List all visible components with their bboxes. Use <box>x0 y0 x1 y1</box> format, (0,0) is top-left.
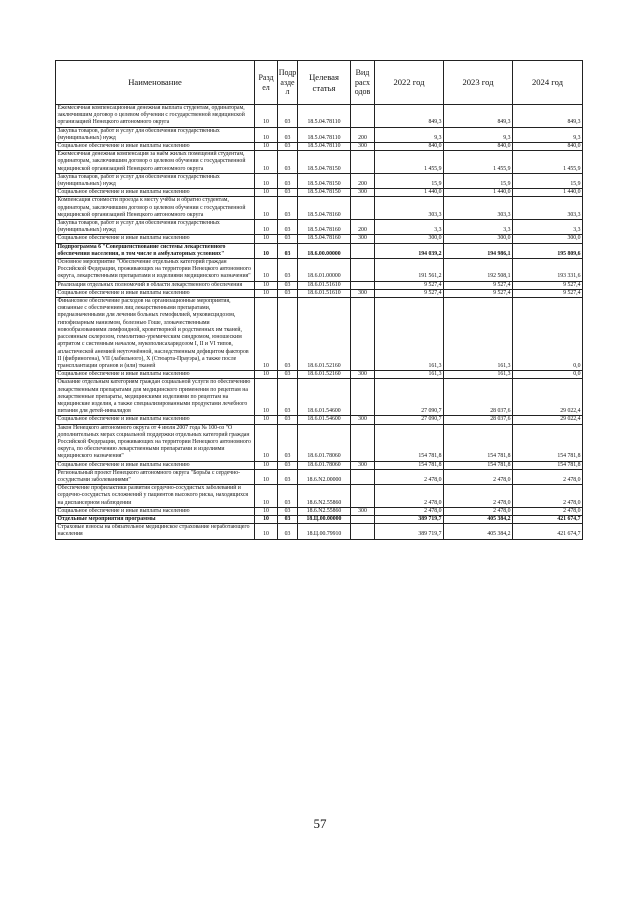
cell-subsection: 03 <box>278 507 298 515</box>
cell-value-2023: 849,3 <box>444 105 513 128</box>
cell-subsection: 03 <box>278 197 298 220</box>
cell-value-2022: 389 719,7 <box>375 515 444 523</box>
cell-subsection: 03 <box>278 105 298 128</box>
cell-section: 10 <box>255 151 278 174</box>
cell-value-2022: 300,0 <box>375 235 444 243</box>
table-row <box>56 379 583 416</box>
cell-expense-type <box>351 379 375 416</box>
cell-expense-type <box>351 281 375 289</box>
cell-expense-type <box>351 105 375 128</box>
cell-value-2024: 9 527,4 <box>513 289 583 297</box>
cell-name: Страховые взносы на обязательное медицинское страхование неработающего населения <box>56 524 255 539</box>
cell-value-2024: 29 022,4 <box>513 416 583 424</box>
cell-value-2023: 840,0 <box>444 143 513 151</box>
cell-expense-type <box>351 524 375 539</box>
cell-section: 10 <box>255 289 278 297</box>
cell-name: Финансовое обеспечение расходов на организационные мероприятия, связанные с обеспечением лиц лекарственными препаратами, предназначенными для лечения больных гемофилией, муковисцидозом, гипофизарным нанизмом, болезнью Гоше, злокачественными новообразованиями лимфоидной, кроветворной и родственных им тканей, рассеянным склерозом, гемолитико-уремическим синдромом, юношеским артритом с системным началом, мукополисахаридозом I, II и VI типов, апластической анемией неуточнённой, наследственным дефицитом факторов II (фибриногена), VII (лабильного), X (Стюарта-Прауэра), а также после трансплантации органов и (или) тканей <box>56 298 255 371</box>
cell-expense-type: 300 <box>351 235 375 243</box>
cell-value-2022: 161,3 <box>375 371 444 379</box>
table-row <box>56 127 583 142</box>
cell-target-article: 18.6.01.54600 <box>298 379 351 416</box>
cell-value-2022: 840,0 <box>375 143 444 151</box>
cell-target-article: 18.5.04.78160 <box>298 235 351 243</box>
cell-name: Ежемесячная денежная компенсация за наём жилых помещений студентам, ординаторам, заключившим договор о целевом обучении с государственной медицинской организацией Ненецкого автономного округа <box>56 151 255 174</box>
cell-value-2022: 154 781,8 <box>375 424 444 461</box>
cell-subsection: 03 <box>278 151 298 174</box>
cell-section: 10 <box>255 235 278 243</box>
cell-section: 10 <box>255 243 278 258</box>
cell-expense-type <box>351 197 375 220</box>
cell-expense-type: 300 <box>351 461 375 469</box>
cell-value-2024: 2 478,0 <box>513 507 583 515</box>
cell-section: 10 <box>255 515 278 523</box>
cell-section: 10 <box>255 424 278 461</box>
cell-subsection: 03 <box>278 220 298 235</box>
cell-subsection: 03 <box>278 416 298 424</box>
cell-target-article: 18.6.01.52160 <box>298 298 351 371</box>
header-subsection: Подр азде л <box>278 61 298 105</box>
cell-value-2024: 9,3 <box>513 127 583 142</box>
cell-value-2022: 1 455,9 <box>375 151 444 174</box>
cell-target-article: 18.6.N2.00000 <box>298 469 351 484</box>
table-row <box>56 461 583 469</box>
cell-subsection: 03 <box>278 515 298 523</box>
table-body <box>56 105 583 540</box>
cell-value-2022: 9,3 <box>375 127 444 142</box>
cell-section: 10 <box>255 469 278 484</box>
cell-name: Социальное обеспечение и иные выплаты населению <box>56 507 255 515</box>
cell-value-2023: 9 527,4 <box>444 289 513 297</box>
cell-subsection: 03 <box>278 424 298 461</box>
cell-section: 10 <box>255 189 278 197</box>
cell-value-2023: 28 037,6 <box>444 416 513 424</box>
cell-value-2024: 2 478,0 <box>513 469 583 484</box>
cell-name: Закупка товаров, работ и услуг для обеспечения государственных (муниципальных) нужд <box>56 173 255 188</box>
cell-expense-type <box>351 515 375 523</box>
cell-value-2024: 0,0 <box>513 298 583 371</box>
cell-target-article: 18.5.04.78110 <box>298 105 351 128</box>
budget-table <box>55 60 583 540</box>
cell-name: Социальное обеспечение и иные выплаты населению <box>56 143 255 151</box>
cell-expense-type <box>351 485 375 508</box>
cell-name: Социальное обеспечение и иные выплаты населению <box>56 371 255 379</box>
cell-section: 10 <box>255 259 278 282</box>
cell-value-2022: 9 527,4 <box>375 289 444 297</box>
cell-target-article: 18.6.01.52160 <box>298 371 351 379</box>
cell-expense-type <box>351 243 375 258</box>
cell-expense-type: 200 <box>351 127 375 142</box>
cell-value-2024: 15,9 <box>513 173 583 188</box>
cell-section: 10 <box>255 507 278 515</box>
table-header-row <box>56 61 583 105</box>
cell-value-2022: 303,3 <box>375 197 444 220</box>
cell-name: Подпрограмма 6 "Совершенствование системы лекарственного обеспечения населения, в том числе в амбулаторных условиях" <box>56 243 255 258</box>
cell-expense-type <box>351 151 375 174</box>
cell-target-article: 18.6.01.78060 <box>298 461 351 469</box>
cell-value-2024: 3,3 <box>513 220 583 235</box>
cell-expense-type <box>351 469 375 484</box>
cell-value-2023: 1 440,0 <box>444 189 513 197</box>
cell-name: Отдельные мероприятия программы <box>56 515 255 523</box>
table-row <box>56 173 583 188</box>
cell-value-2023: 2 478,0 <box>444 469 513 484</box>
cell-section: 10 <box>255 127 278 142</box>
cell-section: 10 <box>255 524 278 539</box>
cell-value-2024: 9 527,4 <box>513 281 583 289</box>
cell-target-article: 18.Ц.00.00000 <box>298 515 351 523</box>
cell-section: 10 <box>255 281 278 289</box>
header-year-2023: 2023 год <box>444 61 513 105</box>
cell-name: Социальное обеспечение и иные выплаты населению <box>56 461 255 469</box>
cell-expense-type: 300 <box>351 371 375 379</box>
cell-target-article: 18.5.04.78150 <box>298 151 351 174</box>
cell-value-2023: 1 455,9 <box>444 151 513 174</box>
cell-expense-type: 200 <box>351 173 375 188</box>
cell-value-2023: 161,3 <box>444 298 513 371</box>
cell-value-2022: 1 440,0 <box>375 189 444 197</box>
cell-subsection: 03 <box>278 461 298 469</box>
cell-section: 10 <box>255 197 278 220</box>
table-row <box>56 151 583 174</box>
cell-value-2023: 9 527,4 <box>444 281 513 289</box>
table-row <box>56 298 583 371</box>
page-number: 57 <box>313 816 327 831</box>
table-row <box>56 515 583 523</box>
cell-subsection: 03 <box>278 371 298 379</box>
cell-section: 10 <box>255 298 278 371</box>
cell-subsection: 03 <box>278 243 298 258</box>
cell-subsection: 03 <box>278 469 298 484</box>
table-row <box>56 220 583 235</box>
cell-value-2023: 405 384,2 <box>444 515 513 523</box>
cell-subsection: 03 <box>278 289 298 297</box>
cell-value-2022: 161,3 <box>375 298 444 371</box>
header-target-article: Целевая статья <box>298 61 351 105</box>
cell-value-2024: 840,0 <box>513 143 583 151</box>
cell-section: 10 <box>255 416 278 424</box>
cell-value-2024: 193 331,6 <box>513 259 583 282</box>
cell-target-article: 18.6.N2.55860 <box>298 507 351 515</box>
cell-section: 10 <box>255 173 278 188</box>
cell-value-2023: 3,3 <box>444 220 513 235</box>
table-row <box>56 189 583 197</box>
cell-subsection: 03 <box>278 524 298 539</box>
cell-value-2023: 2 478,0 <box>444 507 513 515</box>
cell-value-2023: 28 037,6 <box>444 379 513 416</box>
cell-subsection: 03 <box>278 281 298 289</box>
cell-subsection: 03 <box>278 298 298 371</box>
cell-value-2024: 1 440,0 <box>513 189 583 197</box>
cell-value-2022: 154 781,8 <box>375 461 444 469</box>
table-row <box>56 235 583 243</box>
cell-subsection: 03 <box>278 485 298 508</box>
cell-subsection: 03 <box>278 173 298 188</box>
cell-value-2022: 849,3 <box>375 105 444 128</box>
cell-section: 10 <box>255 143 278 151</box>
table-row <box>56 507 583 515</box>
cell-name: Основное мероприятие "Обеспечение отдельных категорий граждан Российской Федерации, проживающих на территории Ненецкого автономного округа, лекарственными препаратами и изделиями медицинского назначения" <box>56 259 255 282</box>
cell-name: Закупка товаров, работ и услуг для обеспечения государственных (муниципальных) нужд <box>56 127 255 142</box>
cell-value-2024: 154 781,8 <box>513 424 583 461</box>
table-row <box>56 143 583 151</box>
cell-value-2022: 27 090,7 <box>375 416 444 424</box>
cell-target-article: 18.6.N2.55860 <box>298 485 351 508</box>
cell-target-article: 18.5.04.78150 <box>298 189 351 197</box>
cell-name: Компенсация стоимости проезда к месту учёбы и обратно студентам, ординаторам, заключившим договор о целевом обучении с государственной медицинской организацией Ненецкого автономного округа <box>56 197 255 220</box>
cell-value-2024: 2 478,0 <box>513 485 583 508</box>
cell-target-article: 18.6.01.00000 <box>298 259 351 282</box>
table-row <box>56 197 583 220</box>
cell-target-article: 18.5.04.78160 <box>298 220 351 235</box>
cell-expense-type <box>351 298 375 371</box>
table-row <box>56 469 583 484</box>
cell-section: 10 <box>255 461 278 469</box>
cell-section: 10 <box>255 105 278 128</box>
cell-section: 10 <box>255 379 278 416</box>
cell-subsection: 03 <box>278 235 298 243</box>
cell-name: Социальное обеспечение и иные выплаты населению <box>56 289 255 297</box>
cell-value-2023: 192 508,1 <box>444 259 513 282</box>
cell-name: Обеспечение профилактики развития сердечно-сосудистых заболеваний и сердечно-сосудистых осложнений у пациентов высокого риска, находящихся на диспансерном наблюдении <box>56 485 255 508</box>
cell-target-article: 18.6.00.00000 <box>298 243 351 258</box>
cell-target-article: 18.5.04.78110 <box>298 127 351 142</box>
cell-value-2022: 3,3 <box>375 220 444 235</box>
cell-value-2022: 2 478,0 <box>375 485 444 508</box>
cell-value-2023: 161,3 <box>444 371 513 379</box>
cell-value-2024: 303,3 <box>513 197 583 220</box>
cell-name: Региональный проект Ненецкого автономного округа "Борьба с сердечно-сосудистыми заболеваниями" <box>56 469 255 484</box>
cell-target-article: 18.5.04.78150 <box>298 173 351 188</box>
cell-value-2024: 154 781,8 <box>513 461 583 469</box>
cell-expense-type: 300 <box>351 507 375 515</box>
cell-value-2022: 15,9 <box>375 173 444 188</box>
table-row <box>56 289 583 297</box>
cell-subsection: 03 <box>278 379 298 416</box>
cell-subsection: 03 <box>278 127 298 142</box>
cell-value-2023: 9,3 <box>444 127 513 142</box>
cell-name: Реализация отдельных полномочий в области лекарственного обеспечения <box>56 281 255 289</box>
cell-value-2024: 29 022,4 <box>513 379 583 416</box>
cell-target-article: 18.6.01.51610 <box>298 281 351 289</box>
cell-value-2024: 421 674,7 <box>513 515 583 523</box>
cell-value-2022: 2 478,0 <box>375 469 444 484</box>
header-name: Наименование <box>56 61 255 105</box>
cell-target-article: 18.6.01.54600 <box>298 416 351 424</box>
table-row <box>56 243 583 258</box>
cell-value-2024: 300,0 <box>513 235 583 243</box>
cell-expense-type: 300 <box>351 143 375 151</box>
cell-value-2023: 300,0 <box>444 235 513 243</box>
table-row <box>56 485 583 508</box>
cell-value-2023: 154 781,8 <box>444 461 513 469</box>
cell-value-2023: 303,3 <box>444 197 513 220</box>
cell-target-article: 18.5.04.78110 <box>298 143 351 151</box>
cell-target-article: 18.Ц.00.79910 <box>298 524 351 539</box>
cell-name: Оказание отдельным категориям граждан социальной услуги по обеспечению лекарственными препаратами для медицинского применения по рецептам на лекарственные препараты, медицинскими изделиями по рецептам на медицинские изделия, а также специализированными продуктами лечебного питания для детей-инвалидов <box>56 379 255 416</box>
cell-name: Социальное обеспечение и иные выплаты населению <box>56 235 255 243</box>
cell-value-2023: 194 986,1 <box>444 243 513 258</box>
cell-section: 10 <box>255 485 278 508</box>
header-year-2024: 2024 год <box>513 61 583 105</box>
header-expense-type: Вид расх одов <box>351 61 375 105</box>
cell-value-2022: 9 527,4 <box>375 281 444 289</box>
header-section: Разд ел <box>255 61 278 105</box>
table-row <box>56 259 583 282</box>
cell-subsection: 03 <box>278 189 298 197</box>
cell-target-article: 18.6.01.78060 <box>298 424 351 461</box>
cell-name: Социальное обеспечение и иные выплаты населению <box>56 189 255 197</box>
table-row <box>56 524 583 539</box>
cell-expense-type <box>351 259 375 282</box>
cell-value-2024: 421 674,7 <box>513 524 583 539</box>
cell-subsection: 03 <box>278 259 298 282</box>
cell-value-2023: 154 781,8 <box>444 424 513 461</box>
cell-section: 10 <box>255 371 278 379</box>
cell-value-2024: 1 455,9 <box>513 151 583 174</box>
cell-target-article: 18.5.04.78160 <box>298 197 351 220</box>
cell-expense-type: 300 <box>351 189 375 197</box>
cell-name: Социальное обеспечение и иные выплаты населению <box>56 416 255 424</box>
cell-expense-type <box>351 424 375 461</box>
cell-value-2024: 849,3 <box>513 105 583 128</box>
cell-value-2022: 2 478,0 <box>375 507 444 515</box>
cell-value-2024: 0,0 <box>513 371 583 379</box>
cell-value-2023: 405 384,2 <box>444 524 513 539</box>
table-row <box>56 424 583 461</box>
cell-expense-type: 300 <box>351 289 375 297</box>
cell-target-article: 18.6.01.51610 <box>298 289 351 297</box>
cell-section: 10 <box>255 220 278 235</box>
cell-name: Закон Ненецкого автономного округа от 4 июля 2007 года № 100-оз "О дополнительных мерах социальной поддержки отдельных категорий граждан Российской Федерации, проживающих на территории Ненецкого автономного округа, по обеспечению лекарственными препаратами и изделиями медицинского назначения" <box>56 424 255 461</box>
cell-expense-type: 300 <box>351 416 375 424</box>
cell-value-2023: 15,9 <box>444 173 513 188</box>
cell-value-2024: 195 809,6 <box>513 243 583 258</box>
table-row <box>56 416 583 424</box>
cell-expense-type: 200 <box>351 220 375 235</box>
cell-value-2022: 194 039,2 <box>375 243 444 258</box>
table-row <box>56 281 583 289</box>
cell-value-2022: 191 561,2 <box>375 259 444 282</box>
cell-value-2022: 27 090,7 <box>375 379 444 416</box>
cell-name: Ежемесячная компенсационная денежная выплата студентам, ординаторам, заключившим договор о целевом обучении с государственной медицинской организацией Ненецкого автономного округа <box>56 105 255 128</box>
cell-name: Закупка товаров, работ и услуг для обеспечения государственных (муниципальных) нужд <box>56 220 255 235</box>
cell-subsection: 03 <box>278 143 298 151</box>
cell-value-2022: 389 719,7 <box>375 524 444 539</box>
cell-value-2023: 2 478,0 <box>444 485 513 508</box>
header-year-2022: 2022 год <box>375 61 444 105</box>
table-row <box>56 371 583 379</box>
table-row <box>56 105 583 128</box>
